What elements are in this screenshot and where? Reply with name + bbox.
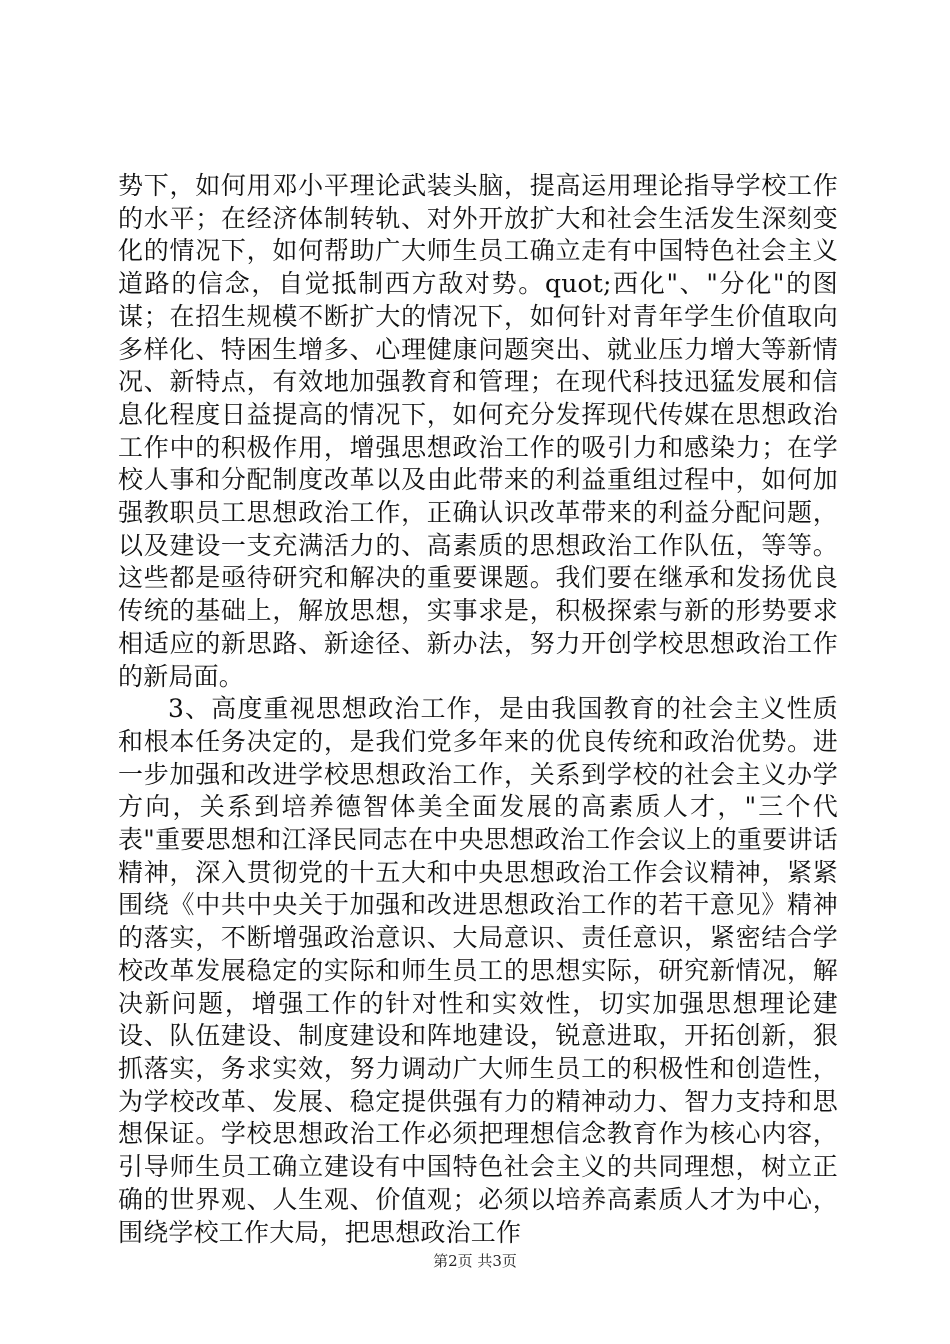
paragraph-2: 3、高度重视思想政治工作，是由我国教育的社会主义性质和根本任务决定的，是我们党多年来的优良传统和政治优势。进一步加强和改进学校思想政治工作，关系到学校的社会主义办学方向，关系到培养德智体美全面发展的高素质人才，"三个代表"重要思想和江泽民同志在中央思想政治工作会议上的重要讲话精神，深入贯彻党的十五大和中央思想政治工作会议精神，紧紧围绕《中共中央关于加强和改进思想政治工作的若干意见》精神的落实，不断增强政治意识、大局意识、责任意识，紧密结合学校改革发展稳定的实际和师生员工的思想实际，研究新情况，解决新问题，增强工作的针对性和实效性，切实加强思想理论建设、队伍建设、制度建设和阵地建设，锐意进取，开拓创新，狠抓落实，务求实效，努力调动广大师生员工的积极性和创造性，为学校改革、发展、稳定提供强有力的精神动力、智力支持和思想保证。学校思想政治工作必须把理想信念教育作为核心内容，引导师生员工确立建设有中国特色社会主义的共同理想，树立正确的世界观、人生观、价值观；必须以培养高素质人才为中心，围绕学校工作大局，把思想政治工作: [118, 694, 838, 1247]
page-footer: 第2页 共3页: [433, 1252, 517, 1270]
paragraph-1: 势下，如何用邓小平理论武装头脑，提高运用理论指导学校工作的水平；在经济体制转轨、对外开放扩大和社会生活发生深刻变化的情况下，如何帮助广大师生员工确立走有中国特色社会主义道路的信念，自觉抵制西方敌对势。quot;西化"、"分化"的图谋；在招生规模不断扩大的情况下，如何针对青年学生价值取向多样化、特困生增多、心理健康问题突出、就业压力增大等新情况、新特点，有效地加强教育和管理；在现代科技迅猛发展和信息化程度日益提高的情况下，如何充分发挥现代传媒在思想政治工作中的积极作用，增强思想政治工作的吸引力和感染力；在学校人事和分配制度改革以及由此带来的利益重组过程中，如何加强教职员工思想政治工作，正确认识改革带来的利益分配问题，以及建设一支充满活力的、高素质的思想政治工作队伍，等等。这些都是亟待研究和解决的重要课题。我们要在继承和发扬优良传统的基础上，解放思想，实事求是，积极探索与新的形势要求相适应的新思路、新途径、新办法，努力开创学校思想政治工作的新局面。: [118, 171, 838, 691]
document-body: [118, 170, 838, 1249]
